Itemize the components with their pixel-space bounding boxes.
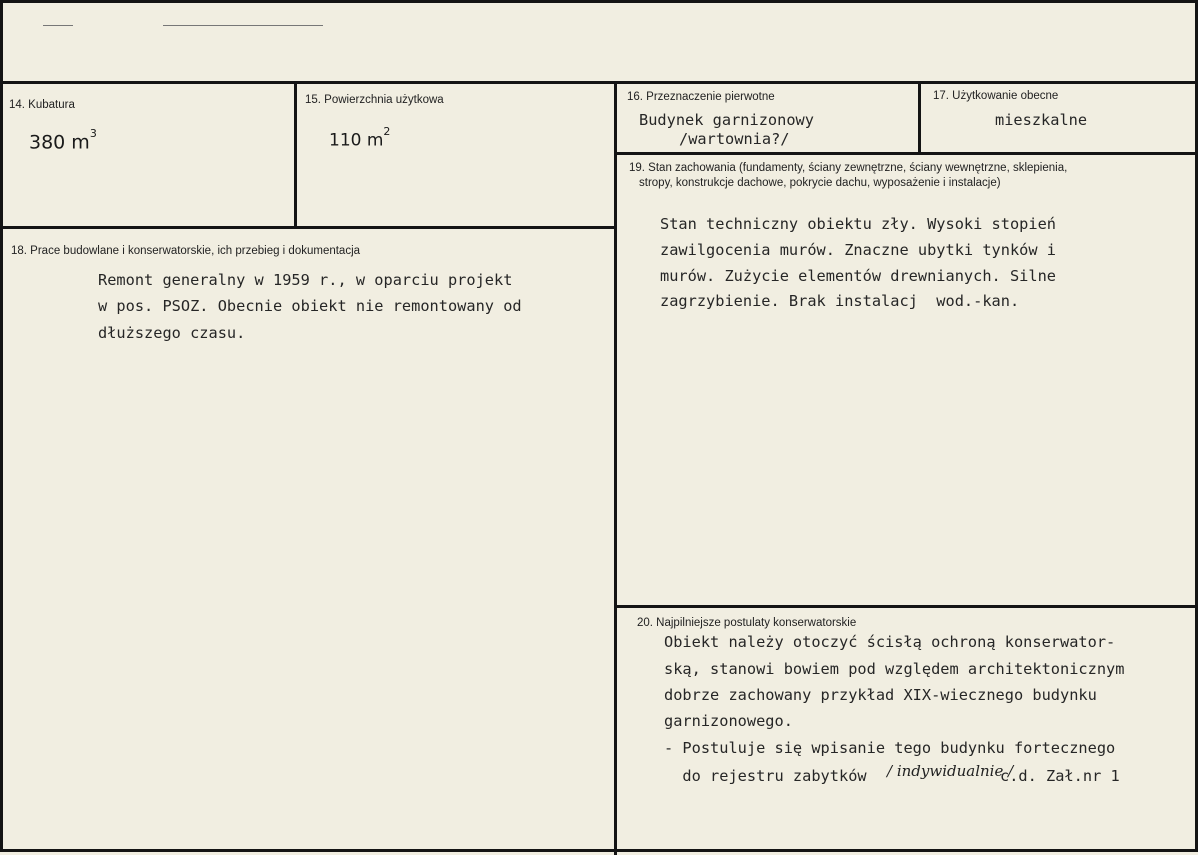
przeznaczenie-label: 16. Przeznaczenie pierwotne — [627, 91, 775, 103]
przeznaczenie-value-line1: Budynek garnizonowy — [639, 111, 814, 129]
postulaty-line-3: dobrze zachowany przykład XIX-wiecznego budynku — [664, 686, 1097, 704]
grid-line-center — [614, 83, 617, 855]
scan-mark — [43, 25, 73, 26]
prace-line-1: Remont generalny w 1959 r., w oparciu projekt — [98, 271, 513, 289]
grid-line-14-15 — [294, 83, 297, 229]
uzytkowanie-label: 17. Użytkowanie obecne — [933, 90, 1059, 102]
handwritten-insert: / indywidualnie / — [887, 762, 1014, 780]
stan-zachowania-label-2: stropy, konstrukcje dachowe, pokrycie dachu, wyposażenie i instalacje) — [639, 177, 1001, 189]
prace-line-3: dłuższego czasu. — [98, 324, 246, 342]
kubatura-value: 380 $m^3$ — [29, 127, 97, 154]
prace-line-2: w pos. PSOZ. Obecnie obiekt nie remontowany od — [98, 297, 522, 315]
postulaty-line-2: ską, stanowi bowiem pod względem architektonicznym — [664, 660, 1125, 678]
grid-line-16-17 — [918, 83, 921, 153]
postulaty-line-6-end: c.d. Zał.nr 1 — [1000, 767, 1120, 785]
powierzchnia-label: 15. Powierzchnia użytkowa — [305, 94, 444, 106]
postulaty-label: 20. Najpilniejsze postulaty konserwatorskie — [637, 617, 857, 629]
grid-line-top — [3, 81, 1198, 84]
postulaty-line-6-start: do rejestru zabytków — [664, 767, 867, 785]
postulaty-line-4: garnizonowego. — [664, 712, 793, 730]
przeznaczenie-value-line2: /wartownia?/ — [679, 130, 790, 148]
stan-line-4: zagrzybienie. Brak instalacj wod.-kan. — [660, 292, 1020, 310]
postulaty-line-1: Obiekt należy otoczyć ścisłą ochroną konserwator- — [664, 633, 1116, 651]
grid-line-left-mid — [3, 226, 617, 229]
stan-zachowania-label-1: 19. Stan zachowania (fundamenty, ściany zewnętrzne, ściany wewnętrzne, sklepienia, — [629, 162, 1068, 174]
grid-line-right-upper — [617, 152, 1198, 155]
prace-budowlane-label: 18. Prace budowlane i konserwatorskie, ich przebieg i dokumentacja — [11, 245, 361, 257]
grid-line-right-lower — [617, 605, 1198, 608]
kubatura-label: 14. Kubatura — [9, 99, 75, 111]
powierzchnia-value: 110 $m^2$ — [329, 125, 391, 151]
postulaty-line-5: - Postuluje się wpisanie tego budynku fortecznego — [664, 739, 1116, 757]
stan-line-1: Stan techniczny obiektu zły. Wysoki stopień — [660, 215, 1057, 233]
stan-line-2: zawilgocenia murów. Znaczne ubytki tynków i — [660, 241, 1057, 259]
scan-mark — [163, 25, 323, 26]
stan-line-3: murów. Zużycie elementów drewnianych. Silne — [660, 267, 1057, 285]
uzytkowanie-value: mieszkalne — [995, 111, 1088, 129]
